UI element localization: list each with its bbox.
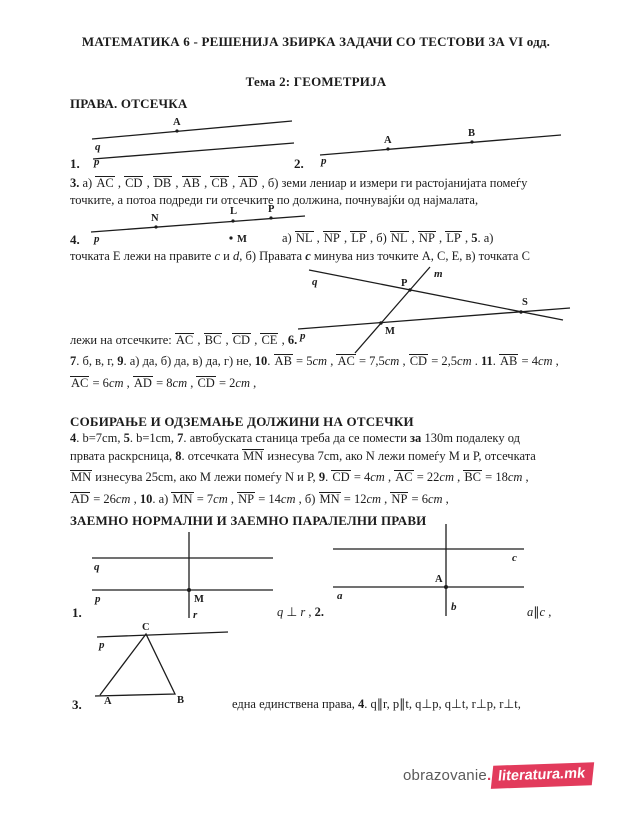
text-token: MN bbox=[319, 492, 340, 506]
text-token: AC bbox=[96, 176, 114, 190]
text-token: , bbox=[172, 176, 182, 190]
line-p bbox=[298, 308, 570, 329]
text-token: , bbox=[381, 492, 391, 506]
text-token: изнесува 25cm, ако M лежи помеѓу N и P, bbox=[92, 470, 319, 484]
line-p bbox=[93, 143, 294, 159]
text-token: AD bbox=[133, 376, 152, 390]
text-token: AC bbox=[395, 470, 413, 484]
text-token: AD bbox=[71, 492, 90, 506]
text-token: AD bbox=[239, 176, 258, 190]
text-token: една единствена права, bbox=[232, 697, 359, 711]
text-token: 3. bbox=[70, 176, 80, 190]
line-p-label: p bbox=[95, 593, 101, 605]
line-m-label: m bbox=[434, 268, 443, 280]
text-token: AB bbox=[182, 176, 200, 190]
text-token: cm bbox=[384, 354, 400, 368]
text-token: NP bbox=[323, 231, 340, 245]
text-token: ∥ bbox=[533, 605, 540, 619]
line-p-label: p bbox=[321, 155, 327, 167]
text-token: минува низ точките А, С, Е, в) точката С bbox=[310, 249, 530, 263]
line-p-label: p bbox=[300, 330, 306, 342]
line-p-label: p bbox=[94, 156, 100, 168]
point-p-label: P bbox=[401, 278, 408, 289]
answer-line-6 bbox=[70, 333, 297, 349]
text-token: 5 bbox=[471, 231, 478, 245]
text-token: CD bbox=[332, 470, 350, 484]
logo-dot: . bbox=[486, 766, 492, 784]
point-a bbox=[386, 147, 389, 150]
text-token: MN bbox=[243, 449, 264, 463]
text-token: , bbox=[249, 376, 257, 390]
text-token: = 26 bbox=[90, 492, 116, 506]
text-token: , bbox=[200, 176, 211, 190]
answer-line-4 bbox=[282, 231, 493, 247]
text-token: CD bbox=[409, 354, 428, 368]
answer-line-8 bbox=[70, 376, 256, 392]
text-token: NP bbox=[418, 231, 435, 245]
text-token: , б) bbox=[295, 492, 319, 506]
text-token: AC bbox=[337, 354, 355, 368]
text-token: 5 bbox=[123, 431, 130, 445]
text-token: cm bbox=[213, 492, 228, 506]
text-token: . отсечката bbox=[181, 449, 243, 463]
text-token: AB bbox=[500, 354, 518, 368]
text-token: = 7,5 bbox=[355, 354, 385, 368]
section-title-sobiranje: СОБИРАЊЕ И ОДЗЕМАЊЕ ДОЛЖИНИ НА ОТСЕЧКИ bbox=[70, 414, 414, 429]
point-l bbox=[231, 219, 234, 222]
text-token: лежи на отсечките: bbox=[70, 333, 175, 347]
text-token: 9 bbox=[318, 470, 326, 484]
text-token: . b=1cm, bbox=[129, 431, 178, 445]
point-a-label: A bbox=[104, 696, 112, 707]
text-token: точките, а потоа подреди ги отсечките по должина, почнувајќи од најмалата, bbox=[70, 193, 479, 207]
text-token: , bbox=[435, 231, 446, 245]
text-token: . автобуската станица треба да се помести bbox=[183, 431, 411, 445]
text-token: за bbox=[410, 431, 422, 445]
point-l-label: L bbox=[230, 206, 238, 217]
point-p bbox=[408, 288, 411, 291]
text-token: d bbox=[233, 249, 240, 263]
text-token: , bbox=[222, 333, 232, 347]
text-token: = 6 bbox=[408, 492, 428, 506]
text-token: = 2,5 bbox=[428, 354, 458, 368]
point-c-label: C bbox=[142, 622, 150, 633]
text-token: . bbox=[325, 470, 332, 484]
line-p-label: p bbox=[99, 639, 105, 651]
text-token: , bbox=[327, 354, 337, 368]
text-token: , bbox=[522, 470, 529, 484]
text-token: , bbox=[227, 492, 238, 506]
text-token: , bbox=[130, 492, 140, 506]
text-token: , б) bbox=[366, 231, 390, 245]
text-token: , bbox=[408, 231, 418, 245]
text-token: cm bbox=[457, 354, 472, 368]
text-token: , bbox=[313, 231, 323, 245]
point-p-label: P bbox=[268, 204, 275, 215]
point-a bbox=[175, 129, 178, 132]
text-token: . q∥r, p∥t, q⊥p, q⊥t, r⊥p, r⊥t, bbox=[364, 697, 521, 711]
point-b bbox=[470, 140, 473, 143]
text-token: = 22 bbox=[413, 470, 440, 484]
text-token: NP bbox=[238, 492, 255, 506]
text-token: cm bbox=[235, 376, 250, 390]
line-b-label: b bbox=[451, 601, 457, 613]
text-token: 10 bbox=[254, 354, 268, 368]
text-token: = 6 bbox=[89, 376, 109, 390]
item-number-2: 2. bbox=[294, 156, 304, 171]
text-token: DB bbox=[153, 176, 172, 190]
item-number-1: 1. bbox=[70, 156, 80, 171]
text-token: . а) bbox=[477, 231, 494, 245]
text-token: = 4 bbox=[350, 470, 371, 484]
text-token: . b=7cm, bbox=[76, 431, 124, 445]
text-token: и bbox=[220, 249, 233, 263]
point-n-label: N bbox=[151, 213, 159, 224]
text-token: 7 bbox=[70, 354, 77, 368]
text-token: LP bbox=[446, 231, 461, 245]
text-token: , bbox=[340, 231, 351, 245]
text-token: , bbox=[194, 333, 204, 347]
answer-line-s2-4 bbox=[70, 492, 449, 508]
text-token: cm bbox=[312, 354, 328, 368]
point-p bbox=[269, 216, 272, 219]
text-token: LP bbox=[351, 231, 366, 245]
line-p-label: p bbox=[94, 233, 100, 245]
text-token: , bbox=[305, 605, 315, 619]
point-m bbox=[379, 321, 382, 324]
text-token: првата раскрсница, bbox=[70, 449, 176, 463]
diagram-parallel bbox=[328, 518, 578, 618]
item-number-1b: 1. bbox=[72, 605, 82, 620]
answer-line-7 bbox=[70, 354, 559, 370]
text-token: CD bbox=[232, 333, 251, 347]
text-token: CD bbox=[125, 176, 143, 190]
text-token: NL bbox=[390, 231, 408, 245]
text-token: ⊥ bbox=[283, 605, 301, 619]
text-token: CB bbox=[211, 176, 229, 190]
text-token: cm bbox=[172, 376, 188, 390]
text-token: cm bbox=[115, 492, 131, 506]
text-token: = 14 bbox=[255, 492, 281, 506]
text-token: cm bbox=[507, 470, 523, 484]
logo-literatura-badge: literatura.mk bbox=[491, 762, 594, 789]
text-token: 2. bbox=[314, 605, 325, 619]
text-token: 130m подалеку од bbox=[421, 431, 520, 445]
text-token: , bbox=[187, 376, 197, 390]
answer-line-ac bbox=[527, 605, 551, 621]
line-q-label: q bbox=[94, 561, 100, 573]
text-token: , bbox=[399, 354, 409, 368]
text-token: BC bbox=[464, 470, 482, 484]
text-token: = 18 bbox=[482, 470, 508, 484]
diagram-triangle bbox=[68, 622, 283, 707]
text-token: 8 bbox=[175, 449, 182, 463]
point-a-label: A bbox=[384, 135, 392, 146]
answer-line-s2-2 bbox=[70, 449, 536, 465]
text-token: , bbox=[552, 354, 559, 368]
text-token: cm bbox=[366, 492, 382, 506]
text-token: NP bbox=[391, 492, 408, 506]
text-token: = 12 bbox=[340, 492, 367, 506]
text-token: c bbox=[305, 249, 311, 263]
text-token: MN bbox=[172, 492, 193, 506]
text-token: 4 bbox=[358, 697, 365, 711]
text-token: . б, в, г, bbox=[76, 354, 118, 368]
text-token: = 8 bbox=[152, 376, 173, 390]
text-token: CE bbox=[261, 333, 278, 347]
page-subtitle: Тема 2: ГЕОМЕТРИЈА bbox=[245, 74, 387, 89]
diagram-two-lines-qp bbox=[85, 112, 300, 167]
line-m bbox=[355, 267, 430, 353]
text-token: , bbox=[442, 492, 449, 506]
line-p bbox=[97, 632, 228, 637]
text-token: а) bbox=[282, 231, 295, 245]
text-token: точката Е лежи на правите bbox=[70, 249, 215, 263]
logo-obrazovanie: obrazovanie bbox=[403, 766, 487, 784]
point-a-label: A bbox=[173, 117, 181, 128]
text-token: 7 bbox=[177, 431, 184, 445]
text-token: cm bbox=[280, 492, 296, 506]
point-s-label: S bbox=[522, 297, 528, 308]
line-r-label: r bbox=[193, 609, 198, 621]
text-token: . а) да, б) да, в) да, г) не, bbox=[123, 354, 255, 368]
text-token: NL bbox=[295, 231, 313, 245]
item-number-3: 3. bbox=[72, 697, 82, 712]
text-token: cm bbox=[370, 470, 385, 484]
publisher-logo[interactable] bbox=[403, 758, 593, 792]
text-token: c bbox=[539, 605, 546, 619]
text-token: . bbox=[471, 354, 481, 368]
text-token: 9 bbox=[117, 354, 124, 368]
text-token: AB bbox=[274, 354, 292, 368]
section-title-zaemno: ЗАЕМНО НОРМАЛНИ И ЗАЕМНО ПАРАЛЕЛНИ ПРАВИ bbox=[70, 513, 427, 528]
text-token: = 5 bbox=[292, 354, 313, 368]
text-token: AC bbox=[71, 376, 89, 390]
text-token: = 4 bbox=[518, 354, 538, 368]
point-a-dot bbox=[444, 585, 448, 589]
text-token: , bbox=[545, 605, 552, 619]
text-token: CD bbox=[197, 376, 215, 390]
text-token: . bbox=[492, 354, 500, 368]
text-token: cm bbox=[427, 492, 443, 506]
text-token: . а) bbox=[152, 492, 172, 506]
text-token: 10 bbox=[139, 492, 153, 506]
text-token: 11 bbox=[480, 354, 493, 368]
point-a-label: A bbox=[435, 574, 443, 585]
text-token: , bbox=[251, 333, 261, 347]
text-token: = 7 bbox=[193, 492, 214, 506]
point-m-label: M bbox=[194, 594, 204, 605]
text-token: а) bbox=[79, 176, 96, 190]
point-m bbox=[229, 236, 232, 239]
text-token: c bbox=[214, 249, 221, 263]
line-p bbox=[91, 216, 305, 232]
text-token: AC bbox=[175, 333, 194, 347]
text-token: , bbox=[143, 176, 153, 190]
point-m-label: M bbox=[237, 234, 247, 245]
line-q bbox=[92, 121, 292, 139]
point-b-label: B bbox=[468, 128, 476, 139]
point-b-label: B bbox=[177, 695, 185, 706]
text-token: , bbox=[229, 176, 239, 190]
answer-line-parallel-perp bbox=[232, 697, 521, 713]
text-token: , bbox=[453, 470, 464, 484]
text-token: , bbox=[461, 231, 472, 245]
answer-line-3a bbox=[70, 176, 527, 192]
text-token: a bbox=[527, 605, 534, 619]
text-token: BC bbox=[204, 333, 222, 347]
line-p bbox=[320, 135, 561, 155]
answer-line-s2-3 bbox=[70, 470, 529, 486]
text-token: , б) земи лениар и измери ги растојанијата помеѓу bbox=[258, 176, 528, 190]
page-title: МАТЕМАТИКА 6 - РЕШЕНИЈА ЗБИРКА ЗАДАЧИ СО ТЕСТОВИ ЗА VI одд. bbox=[81, 34, 551, 49]
text-token: . bbox=[267, 354, 274, 368]
answer-line-s2-1 bbox=[70, 431, 520, 447]
publisher-logo-text bbox=[403, 767, 491, 784]
point-m-label: M bbox=[385, 326, 395, 337]
point-s bbox=[519, 310, 522, 313]
line-c-label: c bbox=[512, 552, 517, 564]
text-token: 4 bbox=[70, 431, 77, 445]
text-token: q bbox=[277, 605, 284, 619]
text-token: , bbox=[123, 376, 133, 390]
line-q-label: q bbox=[312, 276, 318, 288]
text-token: cm bbox=[108, 376, 124, 390]
text-token: = 2 bbox=[215, 376, 236, 390]
section-title-prava-otsechka: ПРАВА. ОТСЕЧКА bbox=[70, 96, 188, 111]
line-q-label: q bbox=[95, 141, 101, 153]
text-token: , б) Правата bbox=[239, 249, 306, 263]
text-token: , bbox=[384, 470, 395, 484]
diagram-line-ab bbox=[315, 126, 565, 168]
text-token: изнесува 7cm, ако N лежи помеѓу M и P, отсечката bbox=[264, 449, 536, 463]
text-token: MN bbox=[71, 470, 92, 484]
answer-line-qr bbox=[277, 605, 324, 621]
text-token: , bbox=[278, 333, 288, 347]
text-token: cm bbox=[439, 470, 454, 484]
text-token: r bbox=[300, 605, 306, 619]
line-a-label: a bbox=[337, 590, 343, 602]
diagram-line-nlp bbox=[85, 205, 310, 247]
text-token: 6. bbox=[287, 333, 298, 347]
text-token: , bbox=[114, 176, 125, 190]
point-n bbox=[154, 225, 157, 228]
triangle-abc bbox=[95, 634, 175, 696]
text-token: cm bbox=[537, 354, 553, 368]
item-number-4: 4. bbox=[70, 232, 80, 247]
point-m bbox=[187, 588, 191, 592]
diagram-three-lines bbox=[295, 263, 580, 353]
